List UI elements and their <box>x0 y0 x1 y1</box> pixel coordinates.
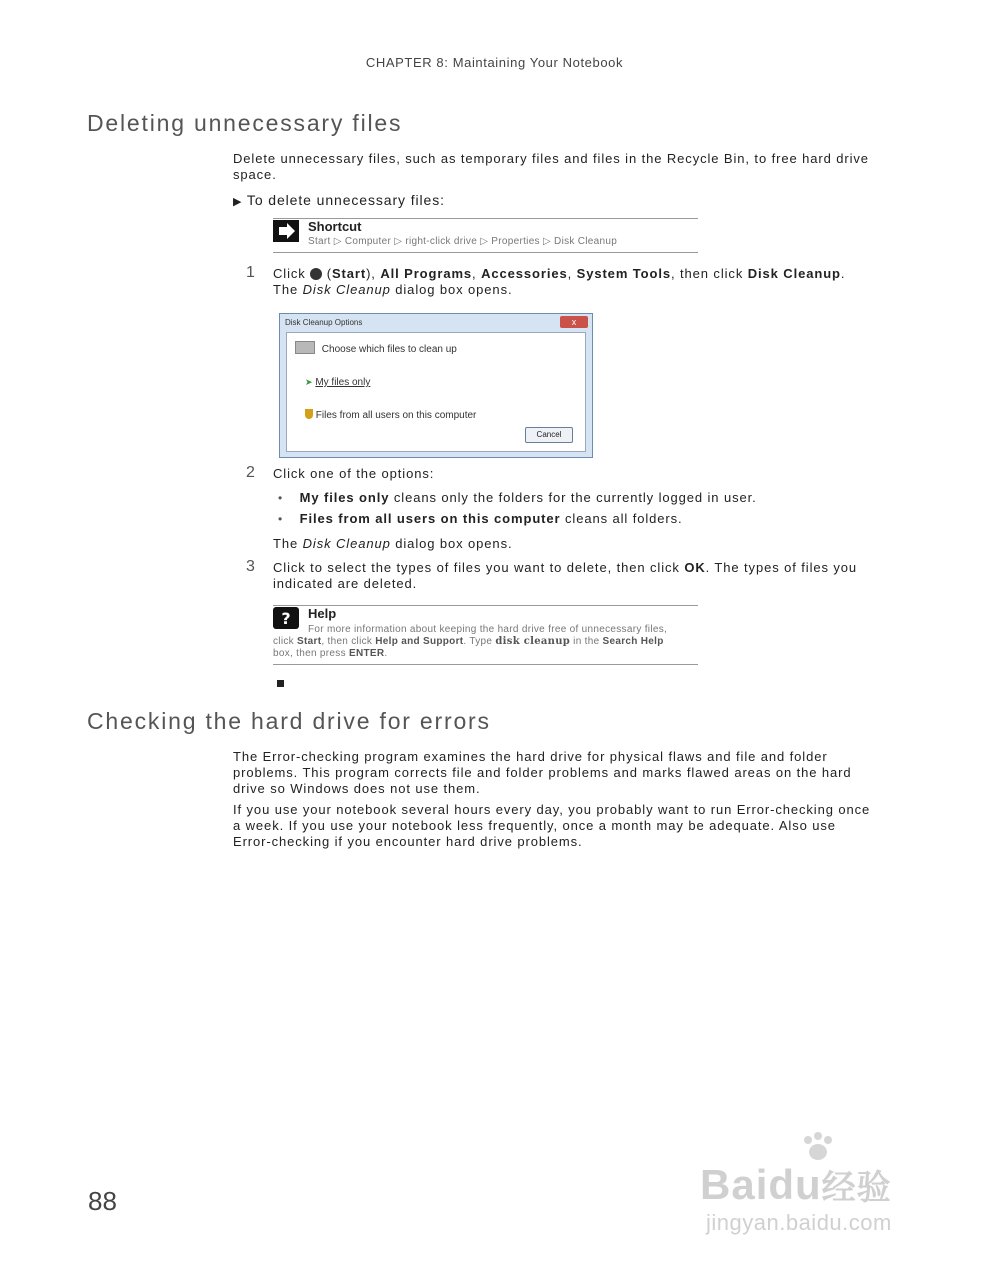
text: . The <box>273 266 846 297</box>
start-ref: Start <box>331 266 367 281</box>
watermark-url: jingyan.baidu.com <box>706 1210 892 1235</box>
text: ), <box>366 266 376 281</box>
text: , then click <box>671 266 744 281</box>
disk-cleanup-dialog <box>279 313 593 458</box>
bullet-item <box>278 490 757 506</box>
chapter-header: CHAPTER 8: Maintaining Your Notebook <box>365 55 624 70</box>
shortcut-title: Shortcut <box>308 219 362 234</box>
step2-text: Click one of the options: <box>273 466 435 481</box>
shortcut-step: Disk Cleanup <box>554 236 618 247</box>
end-square-icon <box>277 680 284 687</box>
shortcut-step: right-click drive <box>405 236 478 247</box>
text: . The types of files you indicated are deleted. <box>273 560 858 591</box>
help-line-3 <box>273 648 387 660</box>
path-separator-icon: ▷ <box>480 236 489 247</box>
procedure-arrow-icon: ▶ <box>233 196 243 208</box>
dialog-title: Disk Cleanup Options <box>285 318 363 327</box>
ok-ref: OK <box>684 560 706 575</box>
text: . <box>384 648 388 659</box>
disk-cleanup-ref: Disk Cleanup <box>747 266 841 281</box>
start-ref: Start <box>297 636 322 647</box>
dialog-heading: Choose which files to clean up <box>321 344 457 355</box>
text: dialog box opens. <box>395 536 513 551</box>
text: , then click <box>321 636 373 647</box>
help-top-rule <box>273 605 698 606</box>
shortcut-path <box>308 236 617 248</box>
path-separator-icon: ▷ <box>394 236 403 247</box>
section2-p1: The Error-checking program examines the hard drive for physical flaws and file and folder problems. This program corrects file and folder problems and marks flawed areas on the hard drive so Windows does not use them. <box>233 749 852 796</box>
dialog-heading-row <box>295 341 457 355</box>
path-separator-icon: ▷ <box>542 236 551 247</box>
windows-start-icon <box>310 268 322 280</box>
section-title-deleting: Deleting unnecessary files <box>87 110 403 136</box>
bullet-icon: • <box>278 491 284 505</box>
page-number: 88 <box>88 1186 117 1216</box>
enter-key: ENTER <box>348 648 385 659</box>
help-bottom-rule <box>273 664 698 665</box>
text: in the <box>573 636 600 647</box>
bullet-item <box>278 511 683 527</box>
text: box, then press <box>273 648 346 659</box>
shortcut-step: Computer <box>344 236 392 247</box>
text: The <box>273 536 299 551</box>
section1-intro: Delete unnecessary files, such as temporary files and files in the Recycle Bin, to free hard drive space. <box>233 151 869 182</box>
text: , <box>567 266 573 281</box>
procedure-label: To delete unnecessary files: <box>246 192 445 208</box>
option-my-files[interactable] <box>305 377 370 388</box>
help-line-2 <box>273 636 664 648</box>
dialog-name: Disk Cleanup <box>302 282 391 297</box>
search-term: disk cleanup <box>495 636 571 647</box>
text: . Type <box>463 636 493 647</box>
all-programs-ref: All Programs <box>380 266 473 281</box>
bullet-bold: My files only <box>299 490 390 505</box>
bullet-bold: Files from all users on this computer <box>299 511 561 526</box>
text: click <box>273 636 294 647</box>
text: dialog box opens. <box>395 282 513 297</box>
shortcut-step: Start <box>308 236 331 247</box>
help-question-icon <box>273 607 299 629</box>
step2-after <box>273 536 512 552</box>
bullet-text: cleans only the folders for the currently logged in user. <box>393 490 757 505</box>
procedure-heading <box>233 192 445 210</box>
option-all-users-label: Files from all users on this computer <box>315 410 477 421</box>
accessories-ref: Accessories <box>481 266 568 281</box>
help-line-1: For more information about keeping the hard drive free of unnecessary files, <box>308 624 668 635</box>
watermark-brand: Baidu <box>700 1161 822 1208</box>
shortcut-bottom-rule <box>273 252 698 253</box>
text: Click <box>273 266 306 281</box>
bullet-icon: • <box>278 512 284 526</box>
shield-icon <box>305 409 313 419</box>
paw-print-icon <box>800 1132 836 1162</box>
path-separator-icon: ▷ <box>333 236 342 247</box>
close-icon[interactable]: x <box>560 316 588 328</box>
cancel-button[interactable]: Cancel <box>525 427 573 443</box>
svg-text:?: ? <box>281 609 291 628</box>
section-title-checking: Checking the hard drive for errors <box>87 708 491 734</box>
watermark-logo <box>700 1160 892 1209</box>
shortcut-step: Properties <box>491 236 540 247</box>
step1-text <box>273 266 873 298</box>
text: , <box>472 266 477 281</box>
text: Click to select the types of files you want to delete, then click <box>273 560 680 575</box>
bullet-text: cleans all folders. <box>565 511 683 526</box>
search-help-ref: Search Help <box>602 636 664 647</box>
dialog-body <box>286 332 586 452</box>
step-number: 1 <box>246 264 255 281</box>
watermark-cn: 经验 <box>821 1169 892 1207</box>
dialog-name: Disk Cleanup <box>302 536 391 551</box>
text: ( <box>326 266 332 281</box>
option-my-files-label: My files only <box>315 377 371 388</box>
help-title: Help <box>308 606 337 621</box>
system-tools-ref: System Tools <box>576 266 671 281</box>
green-arrow-icon: ➤ <box>305 377 313 387</box>
cleanup-drive-icon <box>295 341 315 354</box>
step3-text <box>273 560 873 592</box>
help-support-ref: Help and Support <box>375 636 464 647</box>
step-number: 3 <box>246 558 255 575</box>
shortcut-arrow-icon <box>273 220 299 242</box>
section2-p2: If you use your notebook several hours every day, you probably want to run Error-checking once a week. If you use your notebook less frequently, once a month may be adequate. Also use Error-checking if you encounter hard drive problems. <box>233 802 871 849</box>
option-all-users[interactable] <box>305 409 476 421</box>
step-number: 2 <box>246 464 255 481</box>
